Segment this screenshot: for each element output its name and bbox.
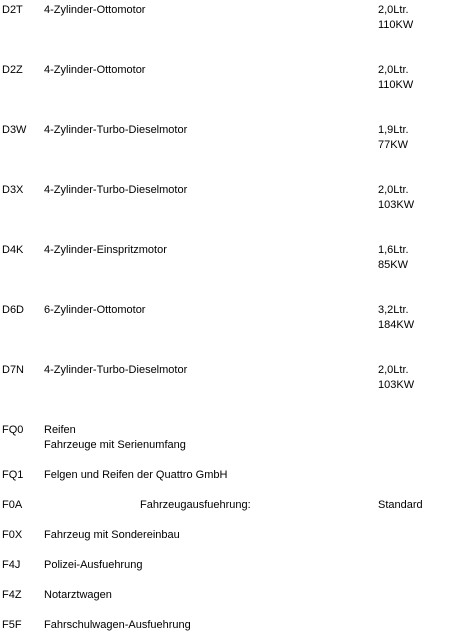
engine-description: 4-Zylinder-Turbo-Dieselmotor [44,364,188,376]
option-description [44,423,186,453]
option-label: Fahrzeugausfuehrung: [140,499,251,511]
engine-code: D3W [2,124,27,136]
option-description: Fahrschulwagen-Ausfuehrung [44,619,191,631]
engine-code: D7N [2,364,25,376]
engine-specs [378,3,413,33]
engine-description: 4-Zylinder-Ottomotor [44,64,146,76]
engine-power: 77KW [378,139,408,151]
engine-description: 4-Zylinder-Einspritzmotor [44,244,167,256]
engine-power: 85KW [378,259,408,271]
option-code: FQ0 [2,424,24,436]
engine-specs [378,63,413,93]
option-code: F4Z [2,589,22,601]
engine-power: 184KW [378,319,415,331]
option-code: FQ1 [2,469,24,481]
engine-code: D6D [2,304,25,316]
engine-power: 103KW [378,199,415,211]
engine-displacement: 2,0Ltr. [378,64,409,76]
engine-power: 110KW [378,79,414,91]
option-description: Polizei-Ausfuehrung [44,559,143,571]
engine-code: D2T [2,4,23,16]
engine-displacement: 1,9Ltr. [378,124,409,136]
option-code: F0A [2,499,23,511]
option-description: Notarztwagen [44,589,112,601]
engine-displacement: 3,2Ltr. [378,304,409,316]
engine-power: 110KW [378,19,414,31]
option-subtitle: Fahrzeuge mit Serienumfang [44,439,186,451]
option-code: F0X [2,529,23,541]
engine-specs [378,123,409,153]
engine-specs [378,303,414,333]
option-value: Standard [378,499,423,511]
engine-power: 103KW [378,379,415,391]
engine-description: 6-Zylinder-Ottomotor [44,304,146,316]
engine-code: D3X [2,184,24,196]
option-title: Reifen [44,424,76,436]
option-code: F5F [2,619,22,631]
engine-description: 4-Zylinder-Turbo-Dieselmotor [44,184,188,196]
engine-description: 4-Zylinder-Turbo-Dieselmotor [44,124,188,136]
engine-code: D4K [2,244,24,256]
option-description: Fahrzeug mit Sondereinbau [44,529,180,541]
engine-displacement: 2,0Ltr. [378,184,409,196]
option-code: F4J [2,559,21,571]
engine-specs [378,243,409,273]
engine-displacement: 2,0Ltr. [378,4,409,16]
engine-displacement: 1,6Ltr. [378,244,409,256]
engine-description: 4-Zylinder-Ottomotor [44,4,146,16]
engine-specs [378,183,414,213]
option-description: Felgen und Reifen der Quattro GmbH [44,469,228,481]
engine-displacement: 2,0Ltr. [378,364,409,376]
engine-specs [378,363,414,393]
engine-code: D2Z [2,64,23,76]
